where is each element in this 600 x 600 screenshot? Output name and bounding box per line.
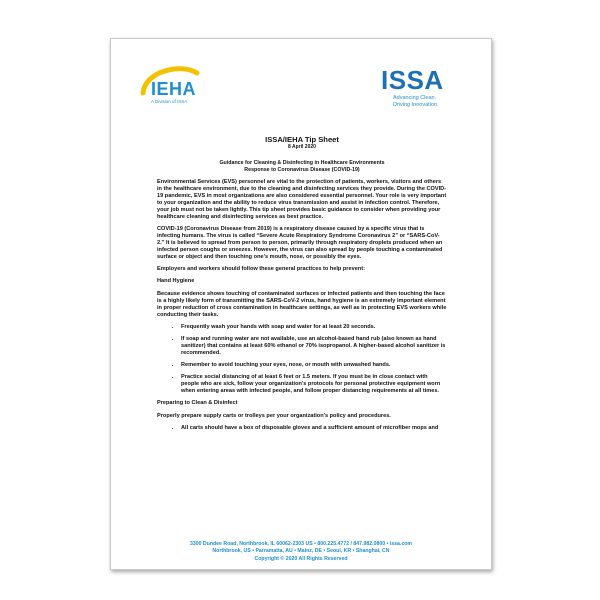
heading-preparing: Preparing to Clean & Disinfect bbox=[157, 399, 238, 406]
list-item: • Practice social distancing of at least 6 feet or 1.5 meters. If you must be in close contact with people who are sick, follow your organization’s protocols for personal protective equipment worn when entering areas with infected people, and follow proper distancing requirements at all times. bbox=[181, 374, 447, 395]
preparing-list bbox=[157, 425, 447, 432]
ieha-logo bbox=[137, 63, 207, 113]
document-subtitle-line-1: Guidance for Cleaning & Disinfecting in Healthcare Environments bbox=[219, 160, 385, 166]
list-item: • If soap and running water are not available, use an alcohol-based hand rub (also known as hand sanitizer) that contains at least 60% ethanol or 70% isopropanol. A higher-based alcohol sanitizer is recommended. bbox=[181, 336, 447, 357]
document-body bbox=[157, 135, 447, 437]
paragraph-covid-description: COVID-19 (Coronavirus Disease from 2019) is a respiratory disease caused by a specific virus that is infecting humans. The virus is called “Severe Acute Respiratory Syndrome Coronavirus 2” or “SARS-CoV-2.” It is believed to spread from person to person, primarily through respiratory droplets produced when an infected person coughs or sneezes. However, the virus can also spread by people touching a contaminated surface or object and then touching one’s mouth, nose, or possibly the eyes. bbox=[157, 225, 443, 260]
document-title: ISSA/IEHA Tip Sheet bbox=[265, 135, 339, 144]
ieha-subline: A Division of ISSA bbox=[151, 99, 188, 104]
paragraph-general-practices: Employers and workers should follow these general practices to help prevent: bbox=[157, 265, 365, 272]
footer-offices: Northbrook, US • Parramatta, AU • Mainz, DE • Seoul, KR • Shanghai, CN bbox=[212, 548, 390, 555]
document-page bbox=[110, 38, 492, 570]
issa-logo bbox=[381, 65, 463, 115]
issa-wordmark: ISSA bbox=[381, 65, 444, 95]
document-subtitle-line-2: Response to Coronavirus Disease (COVID-19) bbox=[244, 166, 360, 173]
paragraph-hand-hygiene: Because evidence shows touching of contaminated surfaces or infected patients and then touching the face is a highly likely form of transmitting the SARS-CoV-2 virus, hand hygiene is an extremely important element in proper reduction of cross contamination in healthcare settings, as well as in protecting EVS workers while conducting their tasks. bbox=[157, 290, 447, 318]
paragraph-preparing: Properly prepare supply carts or trolleys per your organization’s policy and procedures. bbox=[157, 412, 391, 419]
ieha-wordmark: IEHA bbox=[151, 79, 197, 99]
page-header bbox=[111, 39, 491, 119]
issa-tagline bbox=[393, 95, 439, 108]
footer-address: 3300 Dundee Road, Northbrook, IL 60062-2303 US • 800.225.4772 / 847.982.0800 • issa.com bbox=[189, 541, 413, 547]
document-subtitle bbox=[157, 160, 447, 174]
issa-tagline-line-2: Driving Innovation. bbox=[393, 101, 439, 108]
list-item: • Frequently wash your hands with soap and water for at least 20 seconds. bbox=[181, 324, 447, 331]
document-date: 8 April 2020 bbox=[288, 144, 316, 150]
hand-hygiene-list bbox=[157, 324, 447, 395]
heading-hand-hygiene: Hand Hygiene bbox=[157, 277, 195, 284]
footer-copyright: Copyright © 2020 All Rights Reserved bbox=[254, 555, 348, 562]
list-item: • Remember to avoid touching your eyes, nose, or mouth with unwashed hands. bbox=[181, 362, 447, 369]
list-item: • All carts should have a box of disposable gloves and a sufficient amount of microfiber mops and bbox=[181, 425, 447, 432]
paragraph-evs-role: Environmental Services (EVS) personnel are vital to the protection of patients, workers, visitors and others in the healthcare environment, due to the cleaning and disinfecting services they provide. During the COVID-19 pandemic, EVS in most organizations are also considered essential personnel. Your role is very important to your organization and the ability to reduce virus transmission and assist in infection control. Therefore, your job must not be taken lightly. This tip sheet provides basic guidance to consider when providing your healthcare cleaning and disinfecting services as best practice. bbox=[157, 178, 447, 220]
issa-tagline-line-1: Advancing Clean. bbox=[393, 95, 437, 101]
page-footer bbox=[111, 541, 491, 563]
